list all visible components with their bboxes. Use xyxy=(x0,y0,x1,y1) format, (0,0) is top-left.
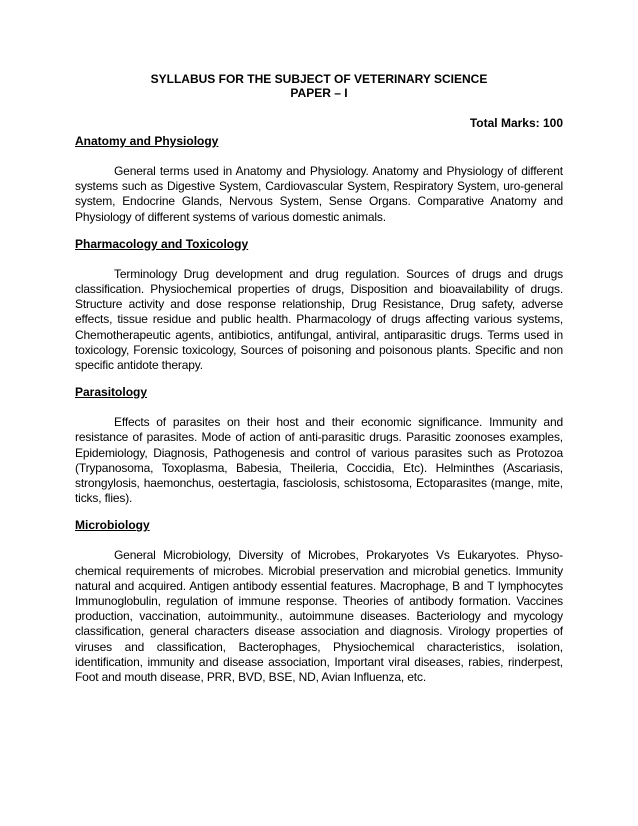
section-heading: Anatomy and Physiology xyxy=(75,134,219,148)
section-body: General Microbiology, Diversity of Microbes, Prokaryotes Vs Eukaryotes. Physo-chemical requirements of microbes. Microbial preservation and microbial genetics. Immunity natural and acquired. Antigen antibody essential features. Macrophage, B and T lymphocytes Immunoglobulin, regulation of immune response. Theories of antibody formation. Vaccines production, vaccination, autoimmunity., autoimmune diseases. Bacteriology and mycology classification, general characters disease association and diagnosis. Virology properties of viruses and classification, Bacterophages, Physiochemical characteristics, isolation, identification, immunity and disease association, Important viral diseases, rabies, rinderpest, Foot and mouth disease, PRR, BVD, BSE, ND, Avian Influenza, etc. xyxy=(75,548,563,685)
document-subtitle: PAPER – I xyxy=(290,86,348,100)
section-body: Terminology Drug development and drug regulation. Sources of drugs and drugs classification. Physiochemical properties of drugs, Disposition and bioavailability of drugs. Structure activity and dose response relationship, Drug Resistance, Drug safety, adverse effects, tissue residue and public health. Pharmacology of drugs affecting various systems, Chemotherapeutic agents, antibiotics, antifungal, antiviral, antiparasitic drugs. Terms used in toxicology, Forensic toxicology, Sources of poisoning and poisonous plants. Specific and non specific antidote therapy. xyxy=(75,266,563,373)
section-body: Effects of parasites on their host and their economic significance. Immunity and resistance of parasites. Mode of action of anti-parasitic drugs. Parasitic zoonoses examples, Epidemiology, Diagnosis, Pathogenesis and control of various parasites such as Protozoa (Trypanosoma, Toxoplasma, Babesia, Theileria, Coccidia, Etc). Helminthes (Ascariasis, strongylosis, haemonchus, oestertagia, fasciolosis, schistosoma, Ectoparasites (mange, mite, ticks, flies). xyxy=(75,415,563,506)
section-microbiology xyxy=(75,518,563,685)
section-anatomy-physiology xyxy=(75,134,563,225)
section-heading: Parasitology xyxy=(75,385,148,400)
section-pharmacology-toxicology xyxy=(75,237,563,373)
section-body: General terms used in Anatomy and Physiology. Anatomy and Physiology of different systems such as Digestive System, Cardiovascular System, Respiratory System, uro-general system, Endocrine Glands, Nervous System, Sense Organs. Comparative Anatomy and Physiology of different systems of various domestic animals. xyxy=(75,164,563,224)
section-heading: Microbiology xyxy=(75,518,150,533)
total-marks: Total Marks: 100 xyxy=(469,116,563,130)
section-heading: Pharmacology and Toxicology xyxy=(75,236,249,251)
section-parasitology xyxy=(75,385,563,506)
document-title: SYLLABUS FOR THE SUBJECT OF VETERINARY SCIENCE xyxy=(150,72,488,86)
